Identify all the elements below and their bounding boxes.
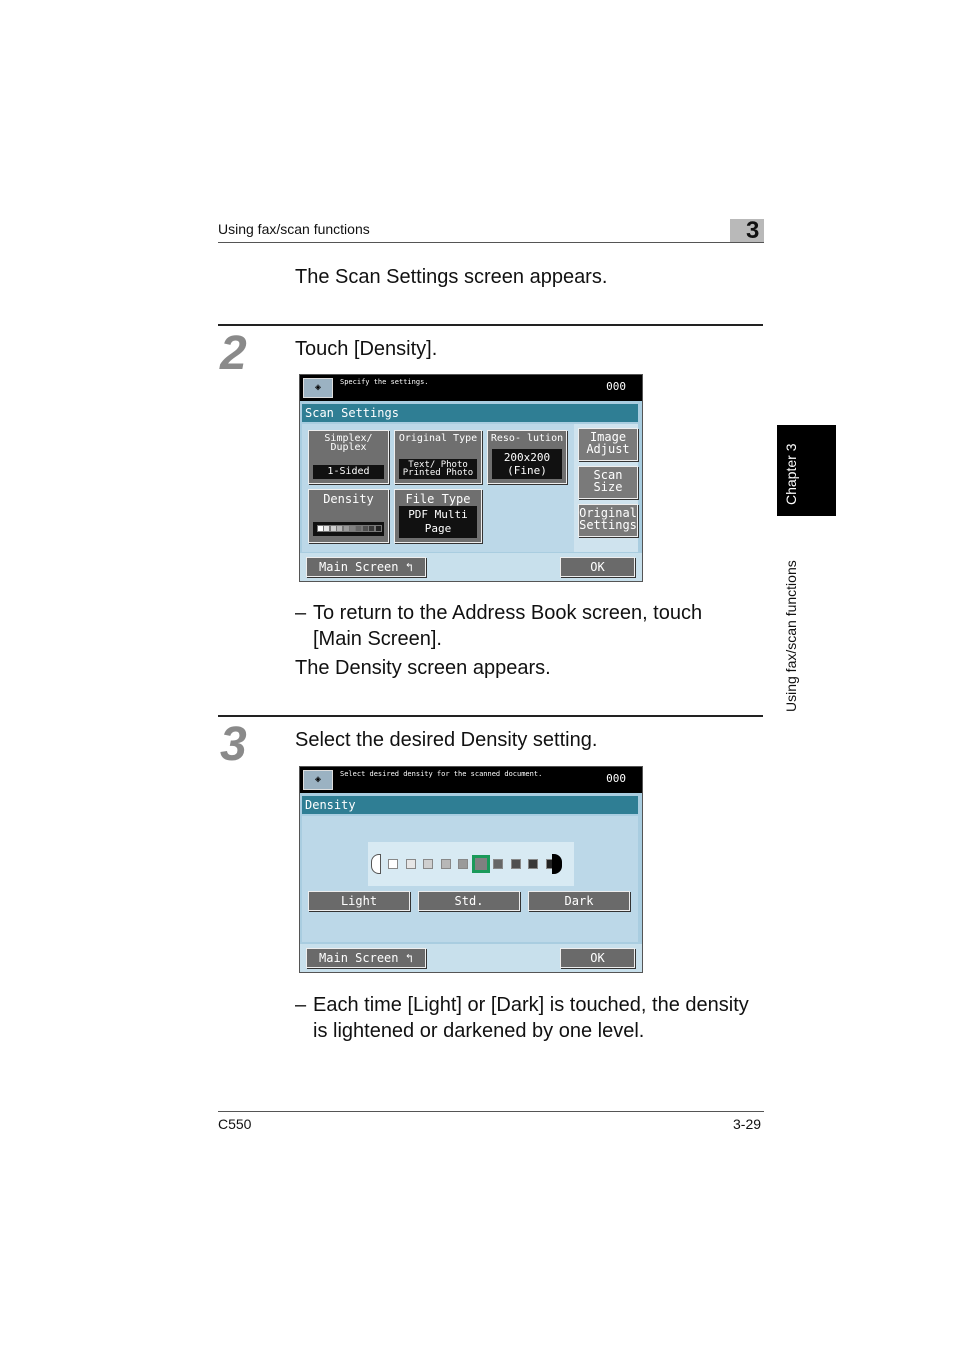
ok-button[interactable]: OK: [560, 948, 635, 968]
status-message: Select desired density for the scanned document.: [340, 770, 543, 778]
return-arrow-icon: ↰: [405, 560, 413, 574]
original-type-button[interactable]: [394, 430, 482, 484]
step-2-number: 2: [220, 327, 247, 380]
status-bar: [300, 767, 642, 793]
copy-counter: 000: [606, 772, 626, 785]
simplex-duplex-value: 1-Sided: [313, 465, 384, 479]
ok-button[interactable]: OK: [560, 557, 635, 577]
density-scale: [368, 842, 574, 886]
copy-counter: 000: [606, 380, 626, 393]
step-3-number: 3: [220, 718, 247, 771]
density-button[interactable]: [308, 489, 389, 543]
dark-button[interactable]: Dark: [528, 891, 630, 911]
step-3-instruction: Select the desired Density setting.: [295, 729, 598, 751]
density-level[interactable]: [388, 859, 398, 869]
scan-size-button[interactable]: Scan Size: [578, 466, 638, 499]
bottom-bar: [300, 944, 642, 972]
return-arrow-icon: ↰: [405, 951, 413, 965]
dark-end-icon: [552, 854, 562, 874]
settings-pane: [302, 424, 638, 552]
step-3-note-dash: –: [295, 994, 307, 1016]
density-screen: [299, 766, 643, 973]
step-3-rule: [218, 715, 763, 717]
footer-rule: [218, 1111, 764, 1112]
running-header-title: Using fax/scan functions: [218, 221, 370, 237]
status-bar: [300, 375, 642, 401]
density-level[interactable]: [458, 859, 468, 869]
screen-title: Density: [302, 796, 638, 814]
main-screen-label: Main Screen: [319, 560, 399, 574]
density-level[interactable]: [406, 859, 416, 869]
density-label: Density: [323, 492, 374, 506]
density-level[interactable]: [493, 859, 503, 869]
file-type-value: PDF Multi Page: [399, 506, 477, 538]
main-screen-button[interactable]: [306, 948, 426, 968]
section-tab-label: Using fax/scan functions: [783, 560, 799, 712]
density-level[interactable]: [423, 859, 433, 869]
density-mini-level: [375, 525, 382, 532]
step-3-note: Each time [Light] or [Dark] is touched, the density is lightened or darkened by one level.: [313, 994, 749, 1042]
density-level[interactable]: [528, 859, 538, 869]
chapter-number: 3: [746, 217, 760, 244]
intro-text: The Scan Settings screen appears.: [295, 266, 608, 288]
image-adjust-button[interactable]: Image Adjust: [578, 428, 638, 461]
resolution-button[interactable]: [487, 430, 567, 484]
density-level[interactable]: [474, 857, 488, 871]
density-indicator: [313, 522, 384, 536]
main-screen-button[interactable]: [306, 557, 426, 577]
machine-icon: ◈: [303, 770, 333, 790]
std-button[interactable]: Std.: [418, 891, 520, 911]
machine-icon: ◈: [303, 378, 333, 398]
original-settings-button[interactable]: Original Settings: [578, 504, 638, 537]
footer-model: C550: [218, 1116, 252, 1132]
light-button[interactable]: Light: [308, 891, 410, 911]
resolution-value: 200x200 (Fine): [492, 449, 562, 479]
simplex-duplex-label: Simplex/ Duplex: [324, 433, 373, 453]
header-rule: [218, 242, 764, 243]
status-message: Specify the settings.: [340, 378, 429, 386]
step-2-rule: [218, 324, 763, 326]
original-type-label: Original Type: [398, 433, 478, 444]
main-screen-label: Main Screen: [319, 951, 399, 965]
file-type-label: File Type: [405, 492, 471, 506]
step-2-note: To return to the Address Book screen, touch [Main Screen].: [313, 602, 703, 650]
density-level[interactable]: [511, 859, 521, 869]
resolution-label: Reso- lution: [490, 433, 564, 444]
file-type-button[interactable]: [394, 489, 482, 543]
light-end-icon: [371, 854, 381, 874]
step-2-instruction: Touch [Density].: [295, 338, 438, 360]
bottom-bar: [300, 553, 642, 581]
screen-title: Scan Settings: [302, 404, 638, 422]
density-level[interactable]: [441, 859, 451, 869]
step-2-result: The Density screen appears.: [295, 657, 551, 679]
simplex-duplex-button[interactable]: [308, 430, 389, 484]
original-type-value: Text/ Photo Printed Photo: [399, 459, 477, 479]
footer-page: 3-29: [733, 1116, 762, 1132]
chapter-tab-label: Chapter 3: [783, 443, 799, 505]
step-2-note-dash: –: [295, 602, 307, 624]
scan-settings-screen: [299, 374, 643, 582]
density-pane: [302, 816, 638, 942]
